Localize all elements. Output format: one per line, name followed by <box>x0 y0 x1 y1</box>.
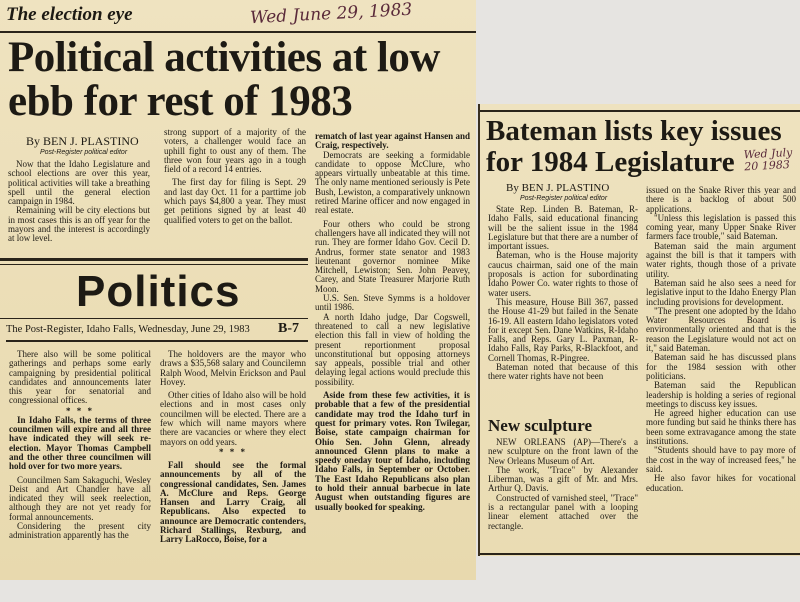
headline-line-2: ebb for rest of 1983 <box>8 78 353 125</box>
column-1 <box>488 205 638 382</box>
sidebar-body <box>488 438 638 531</box>
paragraph: The work, "Trace" by Alexander Liberman, was a gift of Mr. and Mrs. Arthur Q. Davis. <box>488 464 638 494</box>
paragraph: Bateman said he has discussed plans for the 1984 session with other politicians. <box>646 352 796 381</box>
headline-line-2: for 1984 Legislature <box>486 146 735 178</box>
byline-credit: Post-Register political editor <box>40 149 128 156</box>
paragraph: There also will be some political gatherings and perhaps some early campaigning by presidential political candidates and announcements later this year for senatorial and congressional offices. <box>9 349 151 406</box>
column-2-bottom <box>160 350 306 545</box>
paragraph: U.S. Sen. Steve Symms is a holdover until 1986. <box>315 293 470 313</box>
kicker: The election eye <box>6 4 133 25</box>
separator: * * * <box>219 446 247 457</box>
column-2 <box>646 186 796 493</box>
paragraph: NEW ORLEANS (AP)—There's a new sculpture on the front lawn of the New Orleans Museum of Art. <box>488 437 638 466</box>
divider <box>0 31 476 33</box>
divider <box>6 340 308 342</box>
paragraph: "Unless this legislation is passed this coming year, many Upper Snake River farmers face trouble," said Bateman. <box>646 212 796 242</box>
paragraph: Democrats are seeking a formidable candidate to oppose McClure, who appears virtually unbeatable at this time. The only name mentioned seriously is Pete Bush, Lewiston, a comparatively unknown retired Marine officer and now engaged in real estate. <box>315 149 470 216</box>
headline-line-1: Political activities at low <box>8 34 440 81</box>
paragraph: Considering the present city administration apparently has the <box>9 521 151 541</box>
paragraph: Remaining will be city elections but in most cases this is an off year for the mayors and the interest is accordingly at low level. <box>8 205 150 244</box>
byline: By BEN J. PLASTINO <box>26 134 139 148</box>
section-title: Politics <box>76 267 241 316</box>
handwritten-date: Wed June 29, 1983 <box>249 0 413 29</box>
paragraph: Councilmen Sam Sakaguchi, Wesley Deist and Art Chandler have all indicated they will seek reelection, although they are not yet ready for formal announcements. <box>9 474 151 522</box>
bateman-clipping <box>478 104 800 556</box>
paragraph: Fall should see the formal announcements by all of the congressional candidates, Sen. James A. McClure and Reps. George Hansen and Larry Craig, all Republicans. Also expected to announce are Democratic contenders, Richard Stallings, Rexburg, and Larry LaRocco, Boise, for a <box>160 459 306 545</box>
paragraph: "The present one adopted by the Idaho Water Resources Board is environmentally oriented and that is the reason the Legislature would not act on it," said Bateman. <box>646 305 796 354</box>
paragraph: In Idaho Falls, the terms of three councilmen will expire and all three have indicated they will seek re-election. Mayor Thomas Campbell and the other three councilmen will hold over for two more years. <box>9 414 151 472</box>
column-3 <box>315 132 470 512</box>
paragraph: Other cities of Idaho also will be hold elections and in most cases only councilmen will be elected. There are a few which will name mayors where there are vacancies or where they elect mayors on odd years. <box>160 390 306 447</box>
paragraph: Bateman, who is the House majority caucus chairman, said one of the main proposals is action for subordinating Idaho Power Co. water rights to those of water users. <box>488 250 638 298</box>
byline: By BEN J. PLASTINO <box>506 182 610 194</box>
paragraph: He also favor hikes for vocational education. <box>646 473 796 493</box>
sidebar-title: New sculpture <box>488 416 593 435</box>
divider <box>0 318 308 319</box>
paragraph: Bateman said the Republican leadership is holding a series of regional meetings to discuss key issues. <box>646 380 796 409</box>
paragraph: Four others who could be strong challengers have all indicated they will not run. They are former Idaho Gov. Cecil D. Andrus, former state senator and 1983 lieutenant governor nominee Mike Mitchell, Lewiston; Sen. John Peavey, Carey, and State Treasurer Marjorie Ruth Moon. <box>315 218 470 294</box>
byline-credit: Post-Register political editor <box>520 195 608 202</box>
divider <box>480 110 800 112</box>
paragraph: Bateman said the main argument against the bill is that it tampers with water rights, though those of a private utility. <box>646 240 796 279</box>
paragraph: Now that the Idaho Legislature and school elections are over this year, political activities will take a breathing spell until the general election campaign in 1984. <box>8 159 150 207</box>
paragraph: strong support of a majority of the voters, a challenger would face an uphill fight to oust any of them. The three won four years ago in a tough field of a record 14 entries. <box>164 127 306 175</box>
paragraph: This measure, House Bill 367, passed the House 41-29 but failed in the Senate 16-19. All eastern Idaho legislators voted for it except Sen. Dane Watkins, R-Idaho Falls, and Reps. Gary L. Paxman, R-Idaho Falls, Ray Parks, R-Blackfoot, and Cornell Thomas, R-Pingree. <box>488 296 638 363</box>
paragraph: He agreed higher education can use more funding but said he thinks there has been some extravagance among the state institutions. <box>646 408 796 447</box>
page-number: B-7 <box>278 321 299 336</box>
paragraph: State Rep. Linden B. Bateman, R-Idaho Falls, said educational financing will be the salient issue in the 1984 Legislature but that there are a number of important issues. <box>488 204 638 252</box>
column-1-top <box>8 160 150 244</box>
paragraph: issued on the Snake River this year and there is a backlog of about 500 applications. <box>646 185 796 214</box>
handwritten-date: Wed July 20 1983 <box>743 145 793 174</box>
paragraph: rematch of last year against Hansen and Craig, respectively. <box>315 131 470 151</box>
paragraph: The first day for filing is Sept. 29 and last day Oct. 11 for a parttime job which pays $4,800 a year. They must get petitions signed by at least 40 qualified voters to get on the ballot. <box>164 177 306 225</box>
separator: * * * <box>66 405 94 416</box>
paragraph: Aside from these few activities, it is probable that a few of the presidential candidate may trod the Idaho turf in quest for primary votes. Ron Twilegar, Boise, state campaign chairman for Ohio Sen. John Glenn, already announced Glenn plans to make a speedy oneday tour of Idaho, including Idaho Falls, in September or October. The East Idaho Republicans also plan to hold their annual barbecue in late August when outstanding figures are usually booked for speaking. <box>315 390 470 512</box>
column-2-top <box>164 128 306 225</box>
paragraph: "Students should have to pay more of the cost in the way of increased fees," he said. <box>646 445 796 474</box>
paragraph: Bateman noted that because of this there water rights have not been <box>488 362 638 382</box>
divider <box>480 553 800 555</box>
divider <box>0 258 308 261</box>
headline-line-1: Bateman lists key issues <box>486 115 782 147</box>
paragraph: Constructed of varnished steel, "Trace" is a rectangular panel with a looping linear element attached over the rectangle. <box>488 492 638 531</box>
paragraph: The holdovers are the mayor who draws a $35,568 salary and Councilemn Ralph Wood, Melvin Erickson and Paul Hovey. <box>160 349 306 387</box>
paragraph: A north Idaho judge, Dar Cogswell, threatened to call a new legislative election this fall in view of holding the present reportionment proposal unconstitutional but opposing attorneys say appeals, possible trial and other delaying legal actions would preclude this possibility. <box>315 311 470 387</box>
folio: The Post-Register, Idaho Falls, Wednesday, June 29, 1983 <box>6 324 250 335</box>
divider <box>0 264 308 265</box>
column-1-bottom <box>9 350 151 541</box>
paragraph: Bateman said he also sees a need for legislative input to the Idaho Energy Plan including provisions for development. <box>646 277 796 307</box>
